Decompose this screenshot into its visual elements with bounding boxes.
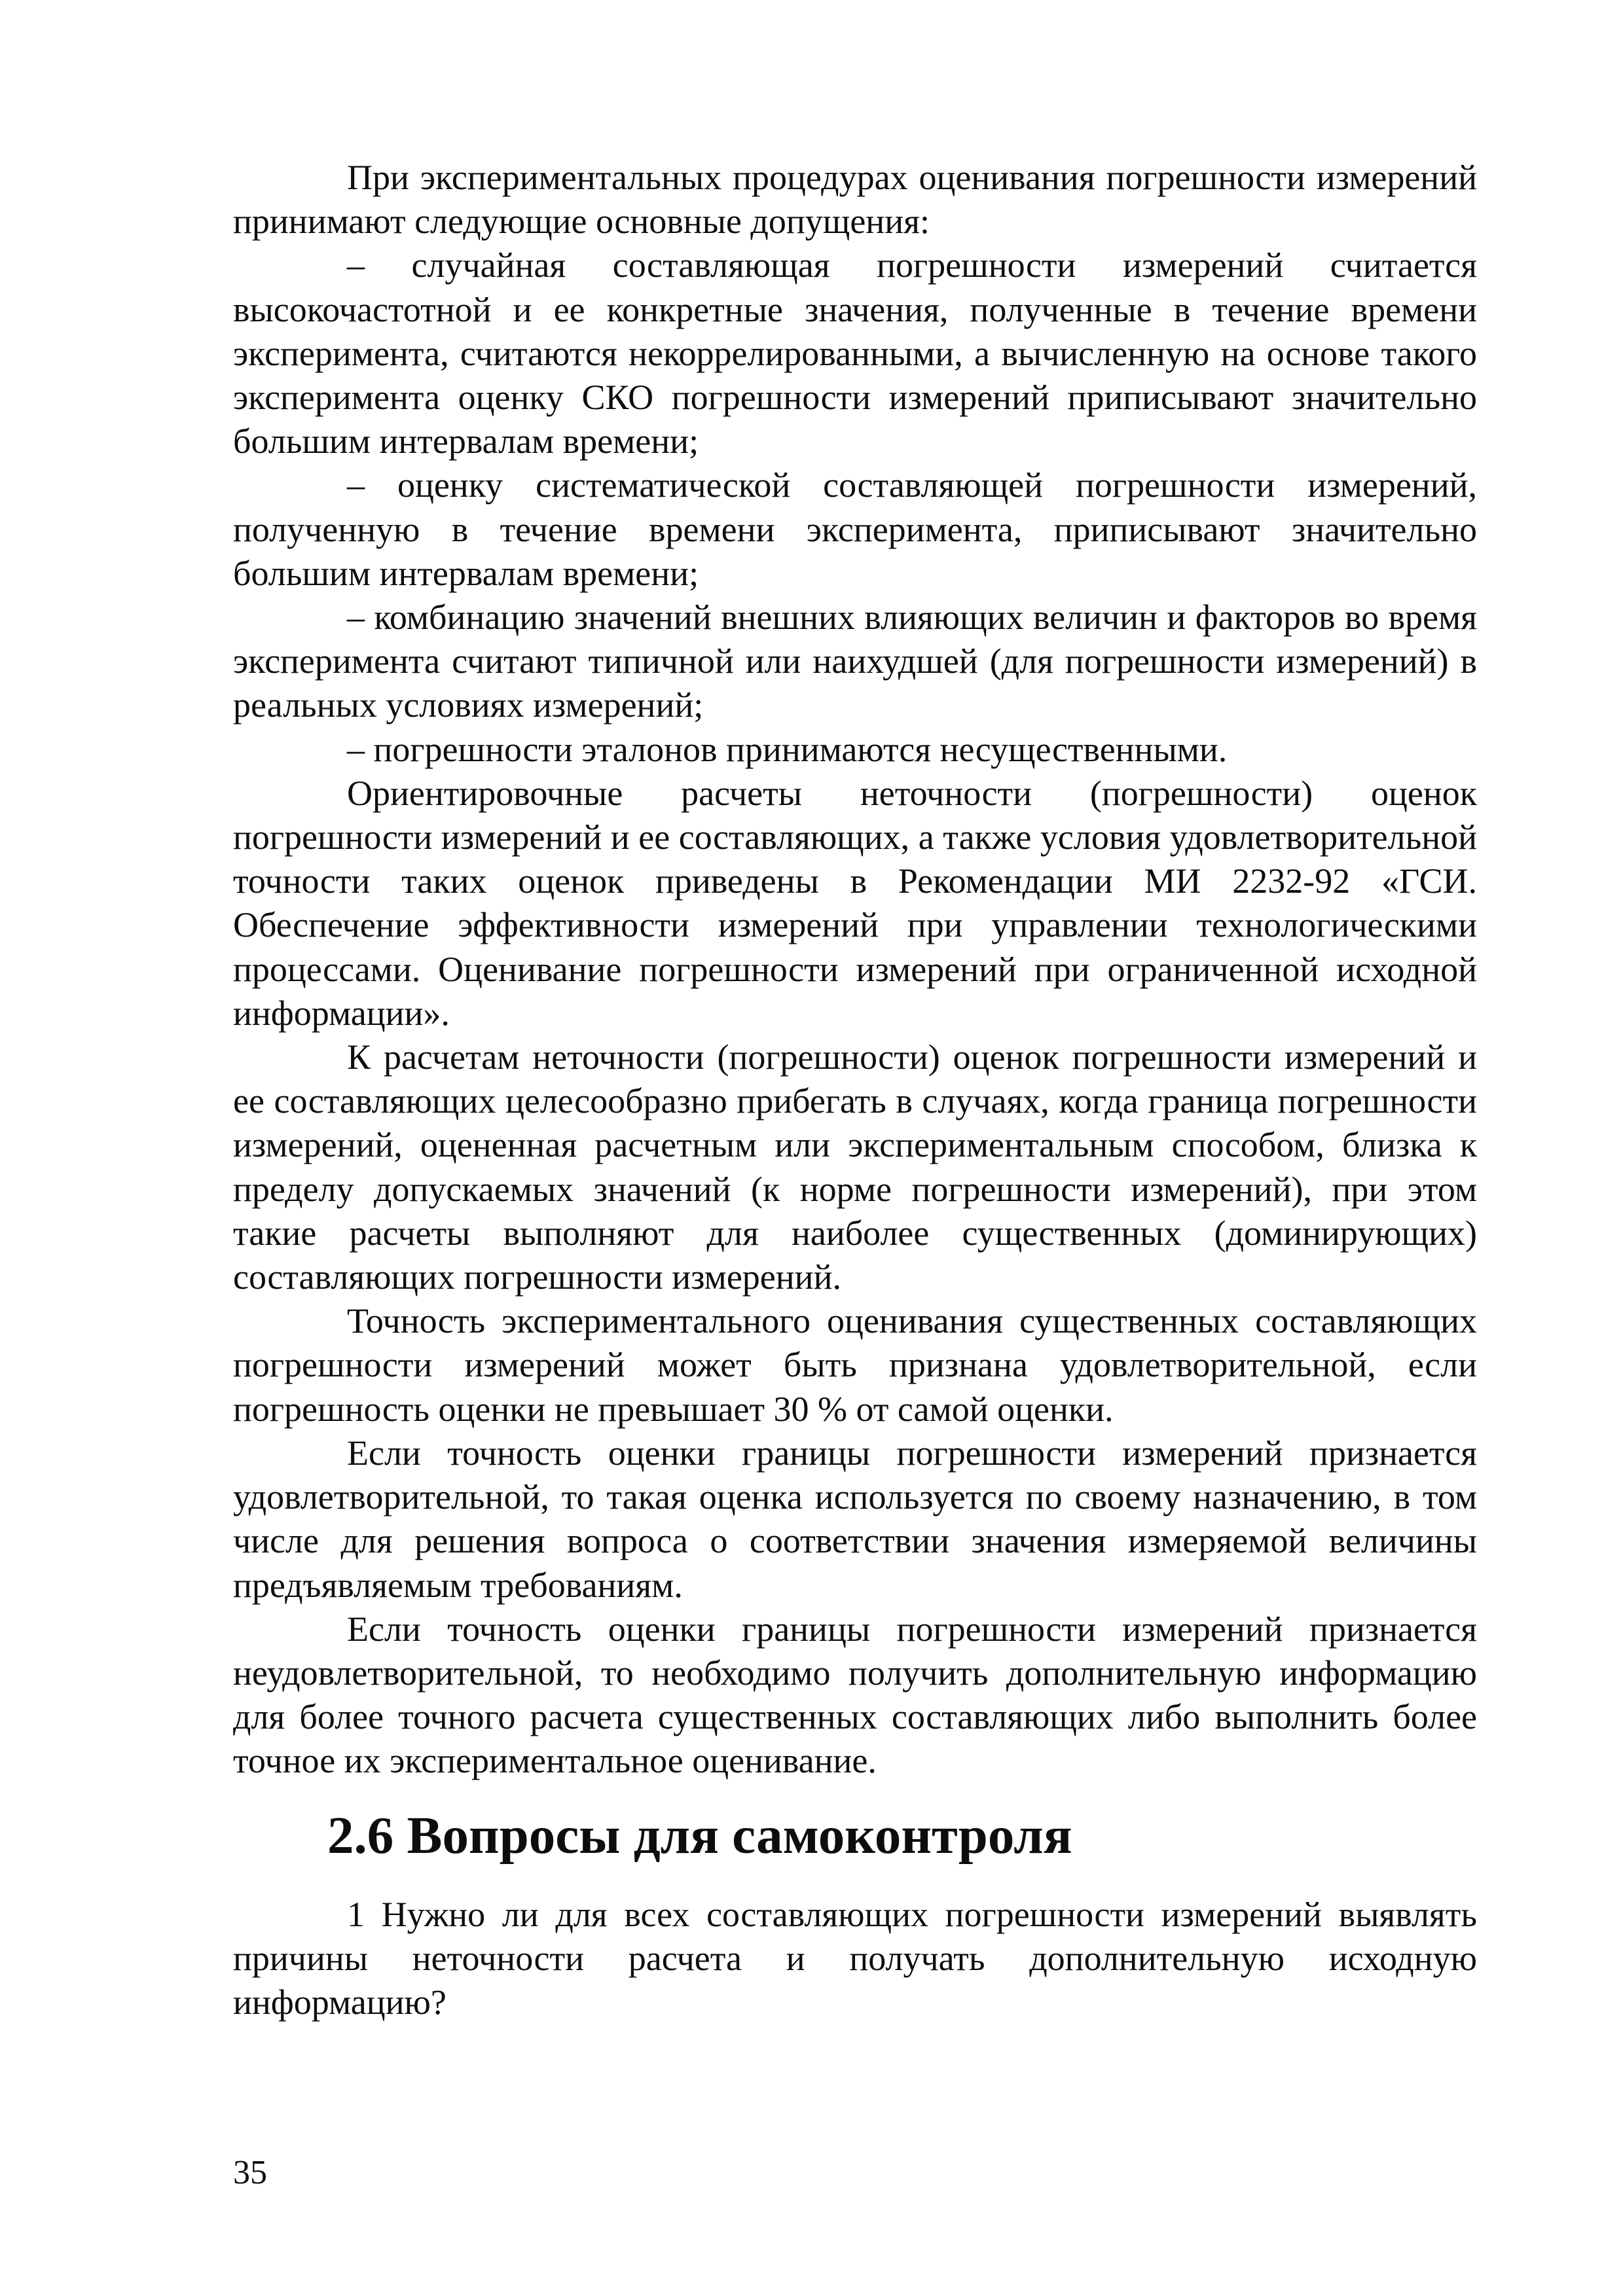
- section-heading: 2.6 Вопросы для самоконтроля: [327, 1805, 1072, 1865]
- paragraph-calculation-cases: К расчетам неточности (погрешности) оценок погрешности измерений и ее составляющих целесообразно прибегать в случаях, когда граница погрешности измерений, оцененная расчетным или экспериментальным способом, близка к пределу допускаемых значений (к норме погрешности измерений), при этом такие расчеты выполняют для наиболее существенных (доминирующих) составляющих погрешности измерений.: [233, 1037, 1477, 1297]
- paragraph-systematic-component: – оценку систематической составляющей погрешности измерений, полученную в течение времени эксперимента, приписывают значительно большим интервалам времени;: [233, 465, 1477, 593]
- paragraph-external-factors: – комбинацию значений внешних влияющих величин и факторов во время эксперимента считают типичной или наихудшей (для погрешности измерений) в реальных условиях измерений;: [233, 598, 1477, 725]
- page-body: [233, 156, 1477, 2024]
- page-number: 35: [233, 2154, 267, 2191]
- paragraph-satisfactory-accuracy: Если точность оценки границы погрешности измерений признается удовлетворительной, то такая оценка используется по своему назначению, в том числе для решения вопроса о соответствии значения измеряемой величины предъявляемым требованиям.: [233, 1433, 1477, 1605]
- paragraph-random-component: – случайная составляющая погрешности измерений считается высокочастотной и ее конкретные значения, полученные в течение времени эксперимента, считаются некоррелированными, а вычисленную на основе такого эксперимента оценку СКО погрешности измерений приписывают значительно большим интервалам времени;: [233, 245, 1477, 461]
- paragraph-unsatisfactory-accuracy: Если точность оценки границы погрешности измерений признается неудовлетворительной, то необходимо получить дополнительную информацию для более точного расчета существенных составляющих либо выполнить более точное их экспериментальное оценивание.: [233, 1609, 1477, 1781]
- paragraph-estimation-reference: Ориентировочные расчеты неточности (погрешности) оценок погрешности измерений и ее составляющих, а также условия удовлетворительной точности таких оценок приведены в Рекомендации МИ 2232-92 «ГСИ. Обеспечение эффективности измерений при управлении технологическими процессами. Оценивание погрешности измерений при ограниченной исходной информации».: [233, 773, 1477, 1033]
- paragraph-assumptions-intro: При экспериментальных процедурах оценивания погрешности измерений принимают следующие основные допущения:: [233, 158, 1477, 242]
- question-item: 1 Нужно ли для всех составляющих погрешности измерений выявлять причины неточности расчета и получать дополнительную исходную информацию?: [233, 1894, 1477, 2022]
- paragraph-standards-error: – погрешности эталонов принимаются несущественными.: [347, 729, 1228, 769]
- paragraph-accuracy-criterion: Точность экспериментального оценивания существенных составляющих погрешности измерений может быть признана удовлетворительной, если погрешность оценки не превышает 30 % от самой оценки.: [233, 1301, 1477, 1429]
